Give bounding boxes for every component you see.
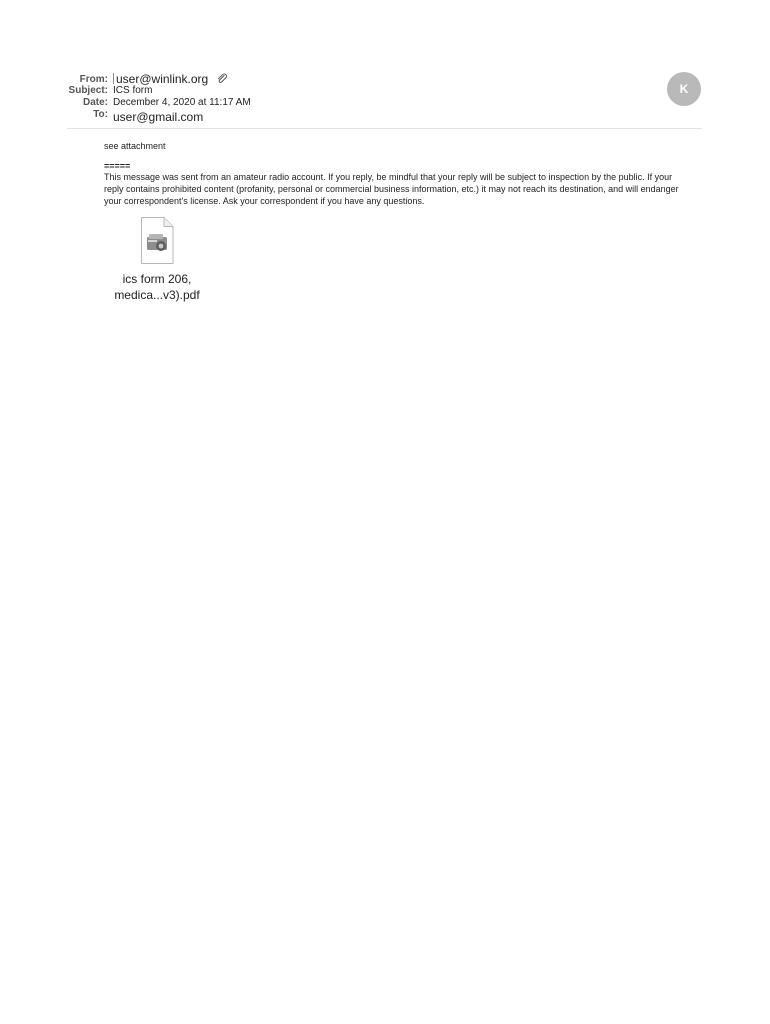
attachment-filename-line1: ics form 206,	[122, 272, 192, 286]
subject-label: Subject:	[68, 85, 108, 96]
body-text: see attachment	[104, 141, 166, 151]
from-address[interactable]	[113, 72, 208, 86]
header-divider	[67, 128, 702, 129]
paperclip-icon	[216, 73, 228, 85]
separator-line: =====	[104, 161, 131, 171]
to-label: To:	[93, 109, 108, 120]
pdf-attachment[interactable]	[104, 217, 210, 303]
from-address-text: user@winlink.org	[116, 72, 209, 86]
sender-avatar[interactable]: K	[667, 72, 701, 106]
attachment-filename	[104, 271, 210, 303]
date-value: December 4, 2020 at 11:17 AM	[113, 97, 251, 108]
pdf-file-icon	[139, 217, 175, 265]
message-body	[104, 140, 684, 207]
amateur-radio-disclaimer: This message was sent from an amateur radio account. If you reply, be mindful that your reply will be subject to inspection by the public. If your reply contains prohibited content (profanity, personal or commercial business information, etc.) it may not reach its destination, and will endanger your correspondent's license. Ask your correspondent if you have any questions.	[104, 172, 679, 206]
subject-value: ICS form	[113, 85, 153, 96]
to-address[interactable]: user@gmail.com	[113, 110, 204, 124]
date-label: Date:	[82, 97, 108, 108]
attachment-filename-line2: medica...v3).pdf	[114, 288, 200, 302]
from-label: From:	[79, 74, 108, 85]
text-cursor	[113, 73, 114, 84]
